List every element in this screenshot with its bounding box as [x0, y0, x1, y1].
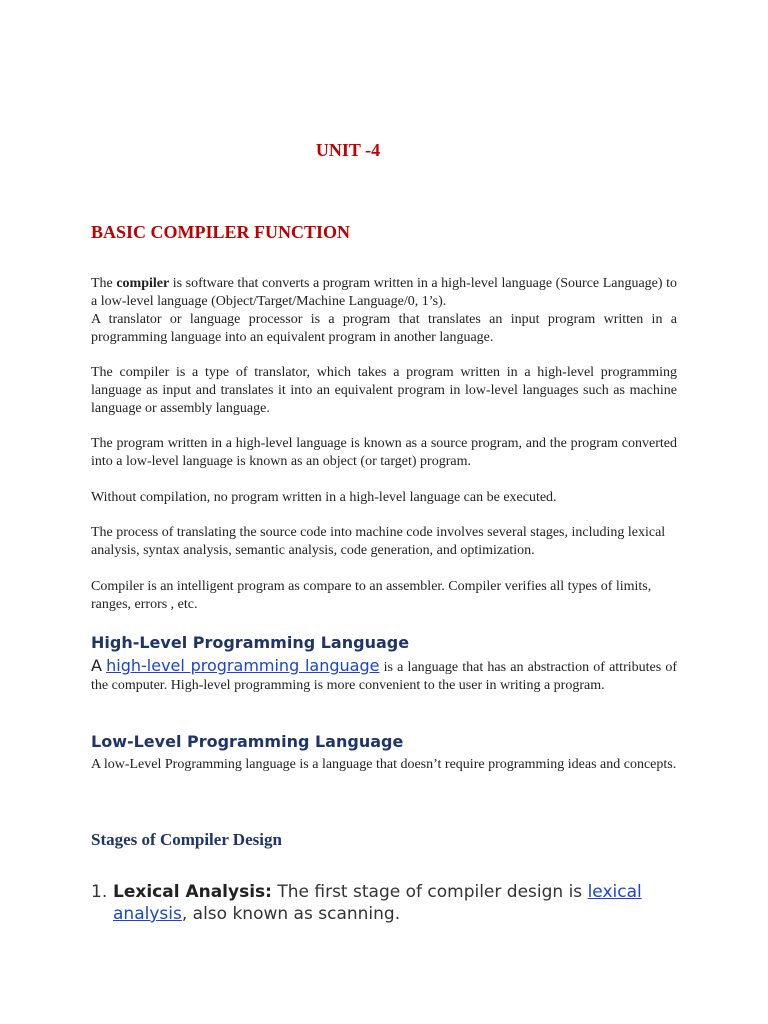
paragraph-process: The process of translating the source code into machine code involves several stages, including lexical analysis, syntax analysis, semantic analysis, code generation, and optimization. [91, 525, 666, 558]
chapter-title: BASIC COMPILER FUNCTION [91, 222, 351, 242]
high-level-lead: A [91, 656, 102, 675]
intro-rest: is software that converts a program written in a high-level language (Source Language) to a low-level language (Object/Target/Machine Language/0, 1’s). [91, 276, 677, 309]
lexical-analysis-link[interactable]: lexical analysis [113, 882, 642, 924]
paragraph-compilation: Without compilation, no program written in a high-level language can be executed. [91, 490, 557, 505]
list-item-number: 1. [91, 882, 108, 902]
stage-text: The first stage of compiler design is [271, 882, 588, 902]
intro-lead: The [91, 276, 113, 291]
paragraph-source-program: The program written in a high-level language is known as a source program, and the program converted into a low-level language is known as an object (or target) program. [91, 436, 677, 469]
intro-bold-term: compiler [116, 276, 170, 291]
low-level-heading: Low-Level Programming Language [91, 732, 404, 751]
stages-heading: Stages of Compiler Design [91, 830, 282, 849]
high-level-rest: is a language that has an abstraction of attributes of the computer. High-level programming is more convenient to the user in writing a program. [91, 660, 678, 693]
stage-tail: , also known as scanning. [181, 904, 401, 924]
paragraph-intelligent: Compiler is an intelligent program as compare to an assembler. Compiler verifies all types of limits, ranges, errors , etc. [91, 579, 652, 612]
list-item [91, 881, 677, 925]
unit-title: UNIT -4 [315, 140, 381, 160]
list-item-body [113, 881, 677, 925]
high-level-link[interactable]: high-level programming language [106, 656, 380, 675]
intro-paragraph [91, 275, 677, 347]
stages-list [91, 881, 677, 925]
high-level-heading: High-Level Programming Language [91, 633, 410, 652]
low-level-paragraph: A low-Level Programming language is a language that doesn’t require programming ideas and concepts. [91, 757, 677, 772]
intro-line2: A translator or language processor is a program that translates an input program written in a programming language into an equivalent program in another language. [91, 312, 677, 345]
paragraph-translator: The compiler is a type of translator, which takes a program written in a high-level programming language as input and translates it into an equivalent program in low-level languages such as machine language or assembly language. [91, 365, 677, 416]
stage-label: Lexical Analysis: [113, 882, 272, 902]
high-level-paragraph [91, 657, 677, 695]
